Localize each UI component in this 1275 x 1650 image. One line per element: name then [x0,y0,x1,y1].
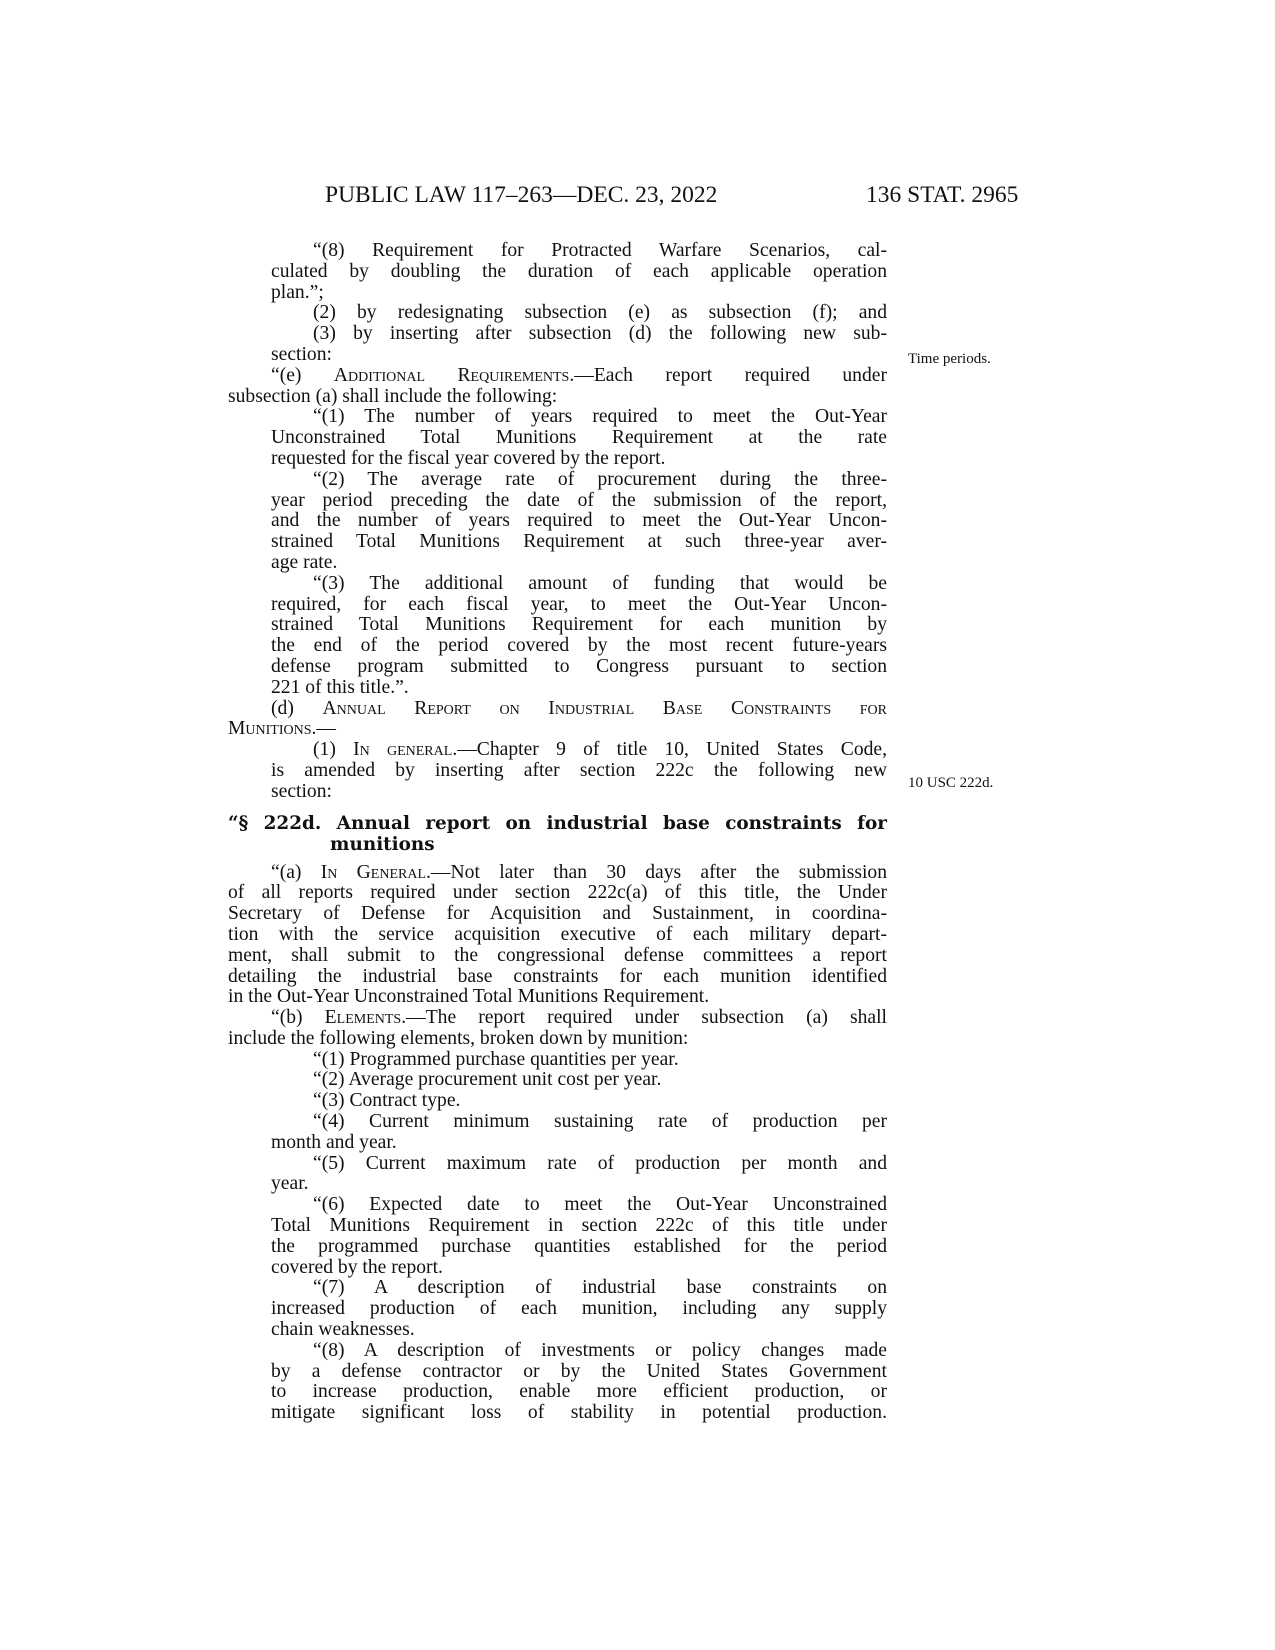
text-line: requested for the fiscal year covered by the report. [271,448,666,469]
section-heading-line: munitions [330,833,435,855]
text-line: “(7) A description of industrial base constraints on [313,1278,887,1299]
text-line: “(1) The number of years required to meet the Out-Year [313,407,887,428]
text-line: and the number of years required to meet the Out-Year Uncon- [271,511,887,532]
text-line: “(2) The average rate of procurement during the three- [313,469,887,490]
text-line: Munitions.— [228,719,337,740]
text-line: the end of the period covered by the most recent future-years [271,636,887,657]
text-line: Total Munitions Requirement in section 222c of this title under [271,1216,887,1237]
text-line: 221 of this title.”. [271,677,409,698]
text-line: in the Out-Year Unconstrained Total Munitions Requirement. [228,987,710,1008]
text-line: “(e) Additional Requirements.—Each report required under [271,365,887,386]
text-line: age rate. [271,552,338,573]
text-line: tion with the service acquisition executive of each military depart- [228,924,887,945]
text-line: “(6) Expected date to meet the Out-Year Unconstrained [313,1195,887,1216]
text-line: month and year. [271,1132,397,1153]
text-line: “(2) Average procurement unit cost per year. [313,1070,662,1091]
text-line: “(8) Requirement for Protracted Warfare Scenarios, cal- [313,241,887,261]
text-line: “(4) Current minimum sustaining rate of production per [313,1112,887,1133]
margin-note-usc: 10 USC 222d. [908,775,994,791]
text-line: plan.”; [271,282,324,303]
text-line: subsection (a) shall include the following: [228,386,558,407]
text-line: Unconstrained Total Munitions Requirement at the rate [271,428,887,449]
text-line: strained Total Munitions Requirement at such three-year aver- [271,532,887,553]
text-line: (3) by inserting after subsection (d) the following new sub- [313,324,887,345]
text-line: by a defense contractor or by the United States Government [271,1361,887,1382]
text-line: “(5) Current maximum rate of production per month and [313,1153,887,1174]
section-heading-line: “§ 222d. Annual report on industrial base constraints for [228,812,887,834]
text-line: “(3) The additional amount of funding that would be [313,573,887,594]
text-line: (2) by redesignating subsection (e) as subsection (f); and [313,303,887,324]
text-line: covered by the report. [271,1257,443,1278]
section-heading [228,813,887,855]
document-body [228,241,887,1424]
text-line: mitigate significant loss of stability in potential production. [271,1403,887,1424]
text-line: detailing the industrial base constraints for each munition identified [228,966,887,987]
text-line: required, for each fiscal year, to meet the Out-Year Uncon- [271,594,887,615]
margin-note-time-periods: Time periods. [908,351,991,367]
text-line: chain weaknesses. [271,1320,415,1341]
text-line: (1) In general.—Chapter 9 of title 10, United States Code, [313,740,887,761]
text-line: “(3) Contract type. [313,1091,461,1112]
text-line: to increase production, enable more efficient production, or [271,1382,887,1403]
text-line: year. [271,1174,309,1195]
text-line: Secretary of Defense for Acquisition and Sustainment, in coordina- [228,904,887,925]
page-header [0,182,1275,216]
text-line: “(8) A description of investments or policy changes made [313,1340,887,1361]
text-line: is amended by inserting after section 222c the following new [271,760,887,781]
text-line: section: [271,781,332,802]
text-line: “(a) In General.—Not later than 30 days after the submission [271,862,887,883]
text-line: the programmed purchase quantities established for the period [271,1236,887,1257]
text-line: strained Total Munitions Requirement for each munition by [271,615,887,636]
text-line: ment, shall submit to the congressional defense committees a report [228,945,887,966]
statute-page-number: 136 STAT. 2965 [866,182,1019,208]
text-line: (d) Annual Report on Industrial Base Constraints for [271,698,887,719]
text-line: year period preceding the date of the submission of the report, [271,490,887,511]
text-line: include the following elements, broken down by munition: [228,1028,689,1049]
public-law-title: PUBLIC LAW 117–263—DEC. 23, 2022 [325,182,718,208]
text-line: increased production of each munition, including any supply [271,1299,887,1320]
text-line: section: [271,344,332,365]
text-line: “(1) Programmed purchase quantities per year. [313,1049,679,1070]
text-line: of all reports required under section 222c(a) of this title, the Under [228,883,887,904]
text-line: defense program submitted to Congress pursuant to section [271,656,887,677]
text-line: culated by doubling the duration of each applicable operation [271,261,887,282]
text-line: “(b) Elements.—The report required under subsection (a) shall [271,1008,887,1029]
